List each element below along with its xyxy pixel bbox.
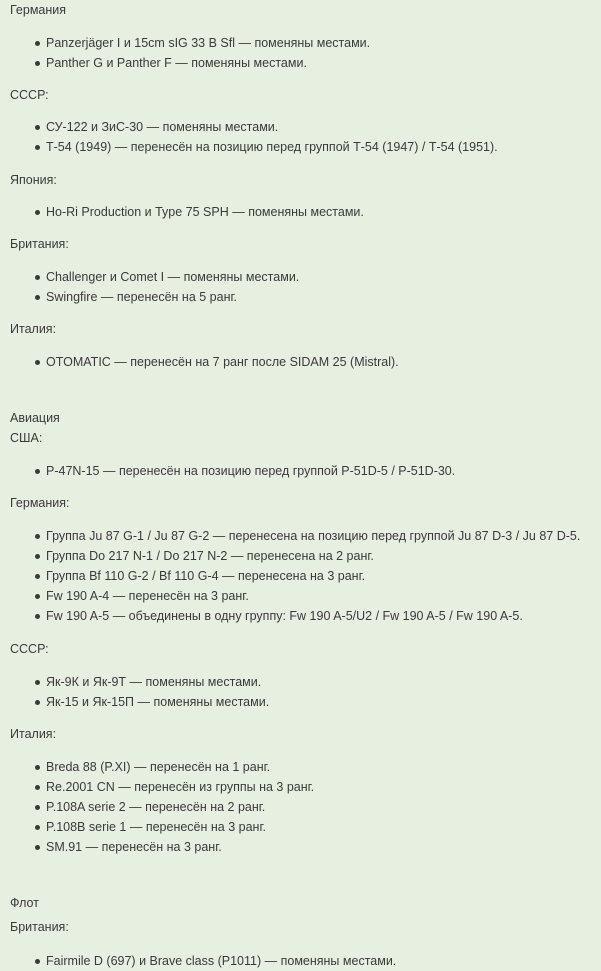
list-item: Re.2001 CN — перенесён из группы на 3 ранг.: [10, 777, 601, 797]
list-item: Як-15 и Як-15П — поменяны местами.: [10, 692, 601, 712]
ground-britain-list: [10, 267, 601, 307]
country-label: Япония:: [10, 173, 57, 187]
list-item: SM.91 — перенесён на 3 ранг.: [10, 837, 601, 857]
country-label: США:: [10, 431, 43, 445]
air-usa-list: [10, 461, 601, 481]
list-item: P.108B serie 1 — перенесён на 3 ранг.: [10, 817, 601, 837]
air-germany-list: [10, 526, 601, 626]
ground-ussr: [10, 85, 601, 105]
fleet-britain-list: [10, 951, 601, 971]
list-item: Panzerjäger I и 15cm sIG 33 B Sfl — поменяны местами.: [10, 33, 601, 53]
list-item: Т-54 (1949) — перенесён на позицию перед группой Т-54 (1947) / Т-54 (1951).: [10, 137, 601, 157]
country-label: СССР:: [10, 642, 49, 656]
section-title-fleet: [10, 893, 601, 913]
ground-italy-list: [10, 352, 601, 372]
ground-japan: [10, 170, 601, 190]
list-item: Challenger и Comet I — поменяны местами.: [10, 267, 601, 287]
ground-germany-list: [10, 33, 601, 73]
country-label: СССР:: [10, 88, 49, 102]
air-germany: [10, 493, 601, 513]
list-item: OTOMATIC — перенесён на 7 ранг после SIDAM 25 (Mistral).: [10, 352, 601, 372]
ground-ussr-list: [10, 117, 601, 157]
list-item: Як-9К и Як-9Т — поменяны местами.: [10, 672, 601, 692]
air-ussr: [10, 639, 601, 659]
list-item: P-47N-15 — перенесён на позицию перед группой P-51D-5 / P-51D-30.: [10, 461, 601, 481]
country-label: Италия:: [10, 727, 57, 741]
ground-britain: [10, 234, 601, 254]
air-ussr-list: [10, 672, 601, 712]
list-item: Fw 190 A-4 — перенесён на 3 ранг.: [10, 586, 601, 606]
list-item: Группа Bf 110 G-2 / Bf 110 G-4 — перенесена на 3 ранг.: [10, 566, 601, 586]
list-item: Panther G и Panther F — поменяны местами.: [10, 53, 601, 73]
country-label: Германия:: [10, 496, 70, 510]
list-item: Fairmile D (697) и Brave class (P1011) — поменяны местами.: [10, 951, 601, 971]
country-label: Германия: [10, 3, 67, 17]
list-item: СУ-122 и ЗиС-30 — поменяны местами.: [10, 117, 601, 137]
country-label: Британия:: [10, 920, 69, 934]
ground-germany: [10, 0, 601, 20]
list-item: Fw 190 A-5 — объединены в одну группу: Fw 190 A-5/U2 / Fw 190 A-5 / Fw 190 A-5.: [10, 606, 601, 626]
list-item: Ho-Ri Production и Type 75 SPH — поменяны местами.: [10, 202, 601, 222]
list-item: P.108A serie 2 — перенесён на 2 ранг.: [10, 797, 601, 817]
fleet-britain: [10, 917, 601, 937]
list-item: Swingfire — перенесён на 5 ранг.: [10, 287, 601, 307]
ground-italy: [10, 319, 601, 339]
section-title: Авиация: [10, 411, 60, 425]
list-item: Группа Do 217 N-1 / Do 217 N-2 — перенесена на 2 ранг.: [10, 546, 601, 566]
section-title: Флот: [10, 896, 39, 910]
ground-japan-list: [10, 202, 601, 222]
country-label: Италия:: [10, 322, 57, 336]
air-usa: [10, 428, 601, 448]
list-item: Breda 88 (P.XI) — перенесён на 1 ранг.: [10, 757, 601, 777]
country-label: Британия:: [10, 237, 69, 251]
section-title-aviation: [10, 408, 601, 428]
air-italy: [10, 724, 601, 744]
air-italy-list: [10, 757, 601, 857]
list-item: Группа Ju 87 G-1 / Ju 87 G-2 — перенесена на позицию перед группой Ju 87 D-3 / Ju 87 D-5.: [10, 526, 601, 546]
